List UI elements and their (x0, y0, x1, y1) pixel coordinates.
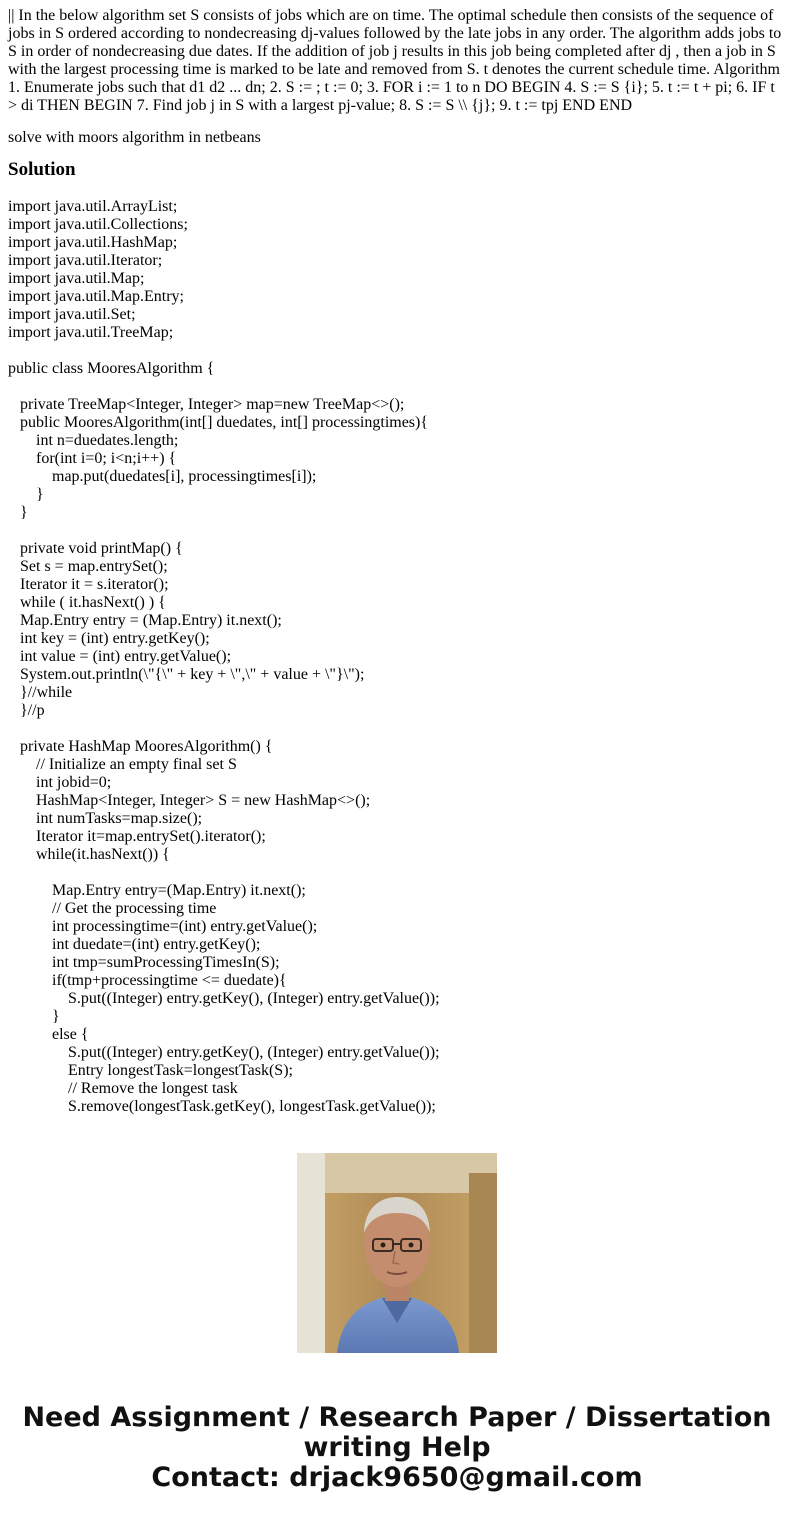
code-line: }//p (8, 702, 45, 719)
code-line: else { (8, 1026, 89, 1043)
footer-line-2: writing Help (303, 1432, 491, 1463)
footer-line-1: Need Assignment / Research Paper / Dissertation (22, 1402, 772, 1433)
code-line: } (8, 1008, 60, 1025)
footer-contact: Contact: drjack9650@gmail.com (151, 1462, 643, 1493)
code-line: int key = (int) entry.getKey(); (8, 630, 210, 647)
code-line: private void printMap() { (8, 540, 183, 557)
code-line: import java.util.Collections; (8, 216, 188, 233)
code-line: Set s = map.entrySet(); (8, 558, 168, 575)
solution-heading: Solution (8, 159, 76, 180)
code-line: import java.util.Set; (8, 306, 136, 323)
code-line: import java.util.TreeMap; (8, 324, 174, 341)
code-line: for(int i=0; i<n;i++) { (8, 450, 177, 467)
page-content (8, 7, 786, 1115)
code-line: private TreeMap<Integer, Integer> map=new TreeMap<>(); (8, 396, 405, 413)
code-line: // Get the processing time (8, 900, 217, 917)
code-line: int tmp=sumProcessingTimesIn(S); (8, 954, 280, 971)
code-line (8, 522, 786, 540)
code-line: Iterator it=map.entrySet().iterator(); (8, 828, 266, 845)
code-line: while(it.hasNext()) { (8, 846, 170, 863)
code-line: Map.Entry entry=(Map.Entry) it.next(); (8, 882, 306, 899)
code-line: public MooresAlgorithm(int[] duedates, int[] processingtimes){ (8, 414, 429, 431)
code-line: int jobid=0; (8, 774, 112, 791)
code-line: import java.util.ArrayList; (8, 198, 178, 215)
author-avatar (297, 1153, 497, 1353)
code-line: if(tmp+processingtime <= duedate){ (8, 972, 287, 989)
code-line: int numTasks=map.size(); (8, 810, 203, 827)
code-line: import java.util.Iterator; (8, 252, 163, 269)
code-line: Entry longestTask=longestTask(S); (8, 1062, 293, 1079)
code-line: int processingtime=(int) entry.getValue(); (8, 918, 318, 935)
code-line: int n=duedates.length; (8, 432, 179, 449)
code-line: S.remove(longestTask.getKey(), longestTask.getValue()); (8, 1098, 436, 1115)
code-line (8, 720, 786, 738)
code-line: Map.Entry entry = (Map.Entry) it.next(); (8, 612, 282, 629)
prompt-text: solve with moors algorithm in netbeans (8, 129, 261, 146)
code-line: } (8, 486, 44, 503)
footer-ad (0, 1403, 794, 1493)
code-line: S.put((Integer) entry.getKey(), (Integer) entry.getValue()); (8, 990, 440, 1007)
code-line: int duedate=(int) entry.getKey(); (8, 936, 261, 953)
code-line (8, 378, 786, 396)
code-line (8, 342, 786, 360)
question-text: || In the below algorithm set S consists of jobs which are on time. The optimal schedule then consists of the sequence of jobs in S ordered according to nondecreasing dj-values followed by the late jobs in any order. The algorithm adds jobs to S in order of nondecreasing due dates. If the addition of job j results in this job being completed after dj , then a job in S with the largest processing time is marked to be late and removed from S. t denotes the current schedule time. Algorithm 1. Enumerate jobs such that d1 d2 ... dn; 2. S := ; t := 0; 3. FOR i := 1 to n DO BEGIN 4. S := S {i}; 5. t := t + pi; 6. IF t > di THEN BEGIN 7. Find job j in S with a largest pj-value; 8. S := S \\ {j}; 9. t := tpj END END (8, 7, 782, 114)
code-line: // Remove the longest task (8, 1080, 238, 1097)
code-line: System.out.println(\"{\" + key + \",\" + value + \"}\"); (8, 666, 365, 683)
code-line (8, 864, 786, 882)
code-line: int value = (int) entry.getValue(); (8, 648, 232, 665)
code-line: // Initialize an empty final set S (8, 756, 237, 773)
code-line: }//while (8, 684, 73, 701)
code-line: private HashMap MooresAlgorithm() { (8, 738, 273, 755)
code-line: while ( it.hasNext() ) { (8, 594, 166, 611)
code-line: Iterator it = s.iterator(); (8, 576, 169, 593)
code-block (8, 198, 786, 1115)
code-line: import java.util.Map.Entry; (8, 288, 184, 305)
person-photo-icon (297, 1153, 497, 1353)
code-line: import java.util.Map; (8, 270, 145, 287)
code-line: map.put(duedates[i], processingtimes[i]); (8, 468, 317, 485)
code-line: HashMap<Integer, Integer> S = new HashMap<>(); (8, 792, 371, 809)
code-line: } (8, 504, 28, 521)
code-line: S.put((Integer) entry.getKey(), (Integer) entry.getValue()); (8, 1044, 440, 1061)
code-line: import java.util.HashMap; (8, 234, 178, 251)
code-line: public class MooresAlgorithm { (8, 360, 215, 377)
